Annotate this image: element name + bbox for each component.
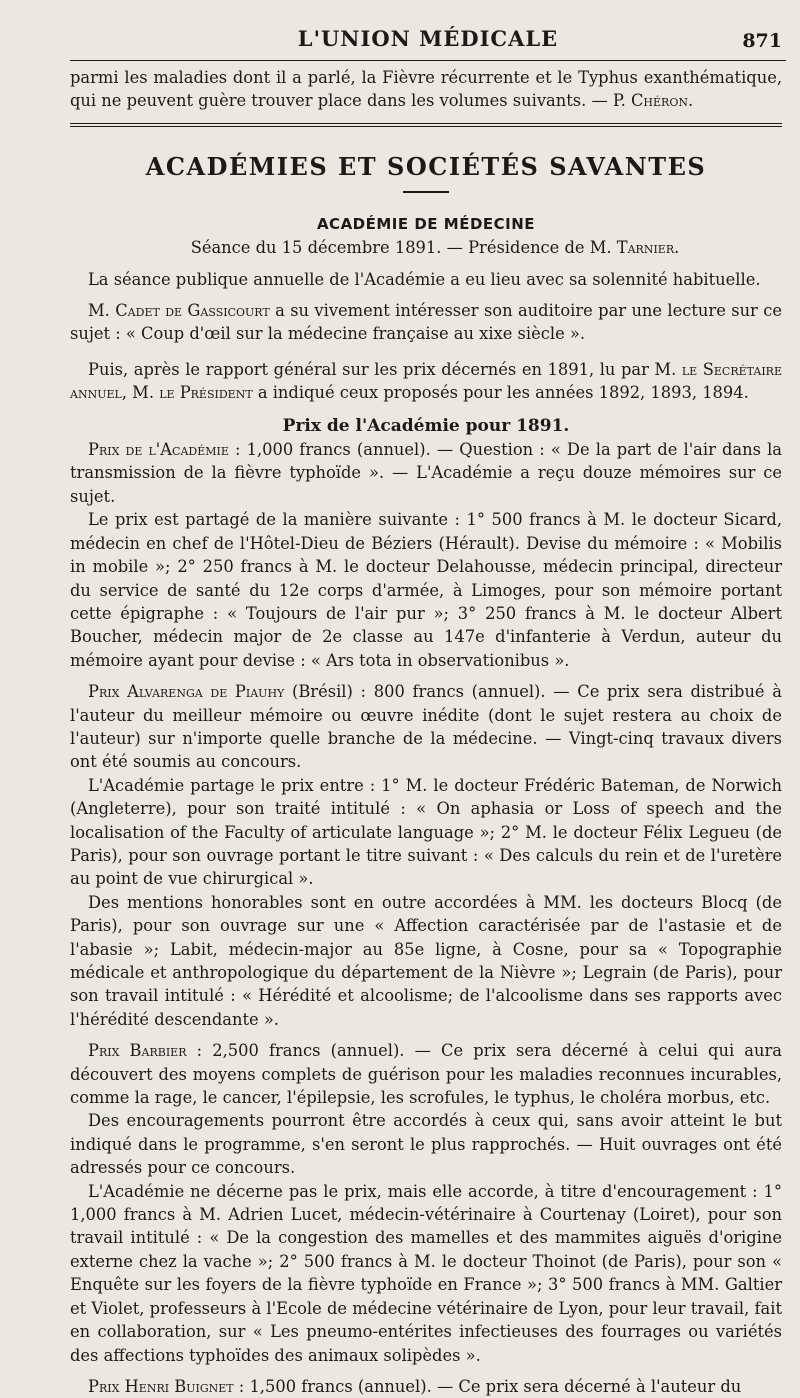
section-title: ACADÉMIES ET SOCIÉTÉS SAVANTES xyxy=(145,151,707,181)
paragraph: Des encouragements pourront être accordés à ceux qui, sans avoir atteint le but indiqué dans le programme, s'en seront le plus rapprochés. — Huit ouvrages ont été adressés pour ce concours. xyxy=(70,1111,782,1178)
paragraph: Le prix est partagé de la manière suivante : 1° 500 francs à M. le docteur Sicard, médecin en chef de l'Hôtel-Dieu de Béziers (Hérault). Devise du mémoire : « Mobilis in mobile »; 2° 250 francs à M. le docteur Delahousse, médecin principal, directeur du service de santé du 12e corps d'armée, à Limoges, pour son mémoire portant cette épigraphe : « Toujours de l'air pur »; 3° 250 francs à M. le docteur Albert Boucher, médecin major de 2e classe au 147e d'infanterie à Verdun, auteur du mémoire ayant pour devise : « Ars tota in observationibus ». xyxy=(70,510,782,670)
header-rule xyxy=(70,60,786,61)
intro-author: Chéron. xyxy=(630,91,694,111)
paragraph: L'Académie ne décerne pas le prix, mais elle accorde, à titre d'encouragement : 1° 1,000 francs à M. Adrien Lucet, médecin-vétérinaire à Courtenay (Loiret), pour son travail intitulé : « De la congestion des mamelles et des mammites aiguës d'origine externe chez la vache »; 2° 500 francs à M. le docteur Thoinot (de Paris), pour son « Enquête sur les foyers de la fièvre typhoïde en France »; 3° 500 francs à MM. Galtier et Violet, professeurs à l'Ecole de médecine vétérinaire de Lyon, pour leur travail, fait en collaboration, sur « Les pneumo-entérites infectieuses des fourrages ou variétés des affections typhoïdes des animaux solipèdes ». xyxy=(70,1181,782,1365)
prize-heading: Prix de l'Académie pour 1891. xyxy=(282,415,570,436)
page-number: 871 xyxy=(742,30,782,52)
paragraph: Puis, après le rapport général sur les prix décernés en 1891, lu par M. le Secrétaire annuel, M. le Président a indiqué ceux proposés pour les années 1892, 1893, 1894. xyxy=(70,359,782,403)
academy-title: ACADÉMIE DE MÉDECINE xyxy=(316,214,536,233)
paragraph: Des mentions honorables sont en outre accordées à MM. les docteurs Blocq (de Paris), pour son ouvrage sur une « Affection caractérisée par de l'astasie et de l'abasie »; Labit, médecin-major au 85e ligne, à Cosne, pour sa « Topographie médicale et anthropologique du département de la Nièvre »; Legrain (de Paris), pour son travail intitulé : « Hérédité et alcoolisme; de l'alcoolisme dans ses rapports avec l'hérédité descendante ». xyxy=(70,892,782,1029)
session-line: Séance du 15 décembre 1891. — Présidence de M. Tarnier. xyxy=(190,238,680,258)
paragraph: Prix Alvarenga de Piauhy (Brésil) : 800 francs (annuel). — Ce prix sera distribué à l'auteur du meilleur mémoire ou œuvre inédite (dont le sujet restera au choix de l'auteur) sur n'importe quelle branche de la médecine. — Vingt-cinq travaux divers ont été soumis au concours. xyxy=(70,682,782,772)
president-name: Tarnier. xyxy=(616,238,680,258)
paragraph: M. Cadet de Gassicourt a su vivement intéresser son auditoire par une lecture sur ce sujet : « Coup d'œil sur la médecine française au xixe siècle ». xyxy=(70,301,782,344)
page-header xyxy=(70,22,786,56)
journal-title: L'UNION MÉDICALE xyxy=(297,26,559,51)
paragraph: L'Académie partage le prix entre : 1° M. le docteur Frédéric Bateman, de Norwich (Angleterre), pour son traité intitulé : « On aphasia or Loss of speech and the localisation of the Faculty of articulate language »; 2° M. le docteur Félix Legueu (de Paris), pour son ouvrage portant le titre suivant : « Des calculs du rein et de l'uretère au point de vue chirurgical ». xyxy=(70,775,782,889)
intro-paragraph: parmi les maladies dont il a parlé, la Fièvre récurrente et le Typhus exanthématique, qui ne peuvent guère trouver place dans les volumes suivants. — P. Chéron. xyxy=(70,68,782,111)
paragraph: La séance publique annuelle de l'Académie a eu lieu avec sa solennité habituelle. xyxy=(88,269,761,289)
paragraph: Prix de l'Académie : 1,000 francs (annuel). — Question : « De la part de l'air dans la transmission de la fièvre typhoïde ». — L'Académie a reçu douze mémoires sur ce sujet. xyxy=(70,440,782,506)
article-body xyxy=(70,66,782,1398)
paragraph: Prix Henri Buignet : 1,500 francs (annuel). — Ce prix sera décerné à l'auteur du xyxy=(88,1376,742,1396)
paragraph: Prix Barbier : 2,500 francs (annuel). — Ce prix sera décerné à celui qui aura découvert des moyens complets de guérison pour les maladies reconnues incurables, comme la rage, le cancer, l'épilepsie, les scrofules, le typhus, le choléra morbus, etc. xyxy=(70,1041,782,1108)
section-divider xyxy=(403,191,449,193)
